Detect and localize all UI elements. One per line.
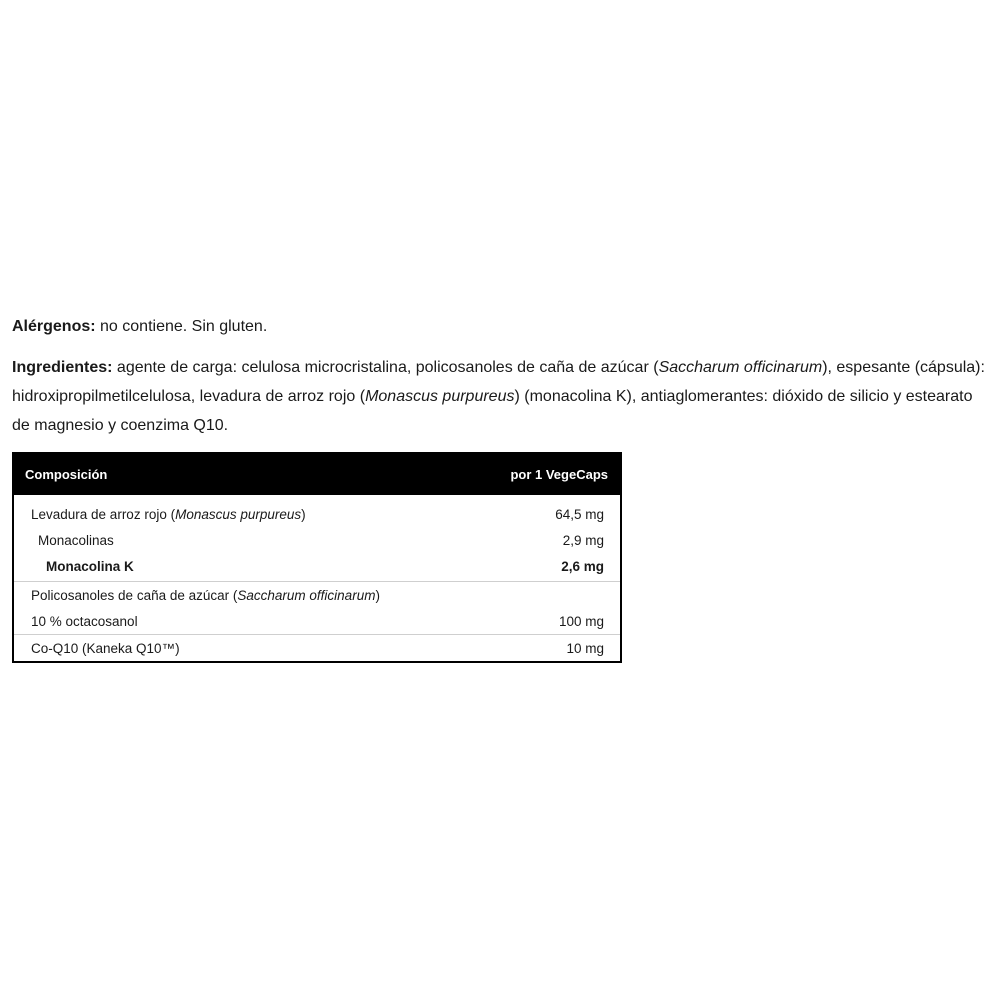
row-name-italic: Monascus purpureus — [175, 506, 302, 522]
allergens-text: no contiene. Sin gluten. — [95, 318, 268, 335]
row-value: 2,6 mg — [561, 558, 604, 574]
row-name-italic: Saccharum officinarum — [237, 587, 376, 603]
allergens-label: Alérgenos: — [12, 318, 96, 335]
row-name-text: Policosanoles de caña de azúcar ( — [31, 587, 238, 603]
ingredients-label: Ingredientes: — [12, 359, 113, 376]
ingredients-text-2: ), espesante (cápsula): hidroxipropilmetilcelulosa, levadura de arroz rojo ( — [12, 359, 985, 405]
table-group-policosanols — [14, 582, 620, 635]
table-row — [14, 635, 620, 661]
table-group-coq10 — [14, 635, 620, 661]
table-row — [14, 553, 620, 579]
row-name — [31, 588, 380, 603]
row-name-text: ) — [301, 506, 306, 522]
row-name — [31, 507, 306, 522]
table-row — [14, 501, 620, 527]
row-name: Monacolina K — [46, 558, 134, 574]
composition-table — [12, 452, 622, 663]
ingredients-text-1: agente de carga: celulosa microcristalina, policosanoles de caña de azúcar ( — [112, 359, 659, 376]
ingredients-paragraph — [12, 353, 992, 440]
table-row — [14, 527, 620, 553]
table-row — [14, 582, 620, 608]
composition-table-header — [14, 454, 620, 495]
ingredients-italic-1: Saccharum officinarum — [658, 359, 823, 376]
table-row — [14, 608, 620, 634]
row-name-text: Levadura de arroz rojo ( — [31, 506, 176, 522]
row-value: 10 mg — [566, 640, 604, 656]
row-value: 100 mg — [558, 613, 604, 629]
row-name-text: ) — [375, 587, 380, 603]
ingredients-text-3: ) (monacolina K), antiaglomerantes: dióxido de silicio y estearato de magnesio y coenzima Q10. — [12, 388, 973, 434]
row-value: 2,9 mg — [562, 532, 604, 548]
table-group-red-yeast-rice — [14, 495, 620, 582]
allergens-paragraph — [12, 312, 992, 341]
ingredients-italic-2: Monascus purpureus — [365, 388, 515, 405]
row-name: Monacolinas — [38, 532, 114, 548]
header-composition: Composición — [25, 467, 108, 482]
composition-table-body — [14, 495, 620, 661]
row-value: 64,5 mg — [555, 506, 604, 522]
header-per-serving: por 1 VegeCaps — [510, 467, 608, 482]
row-name: Co-Q10 (Kaneka Q10™) — [31, 640, 180, 656]
row-name: 10 % octacosanol — [31, 613, 138, 629]
